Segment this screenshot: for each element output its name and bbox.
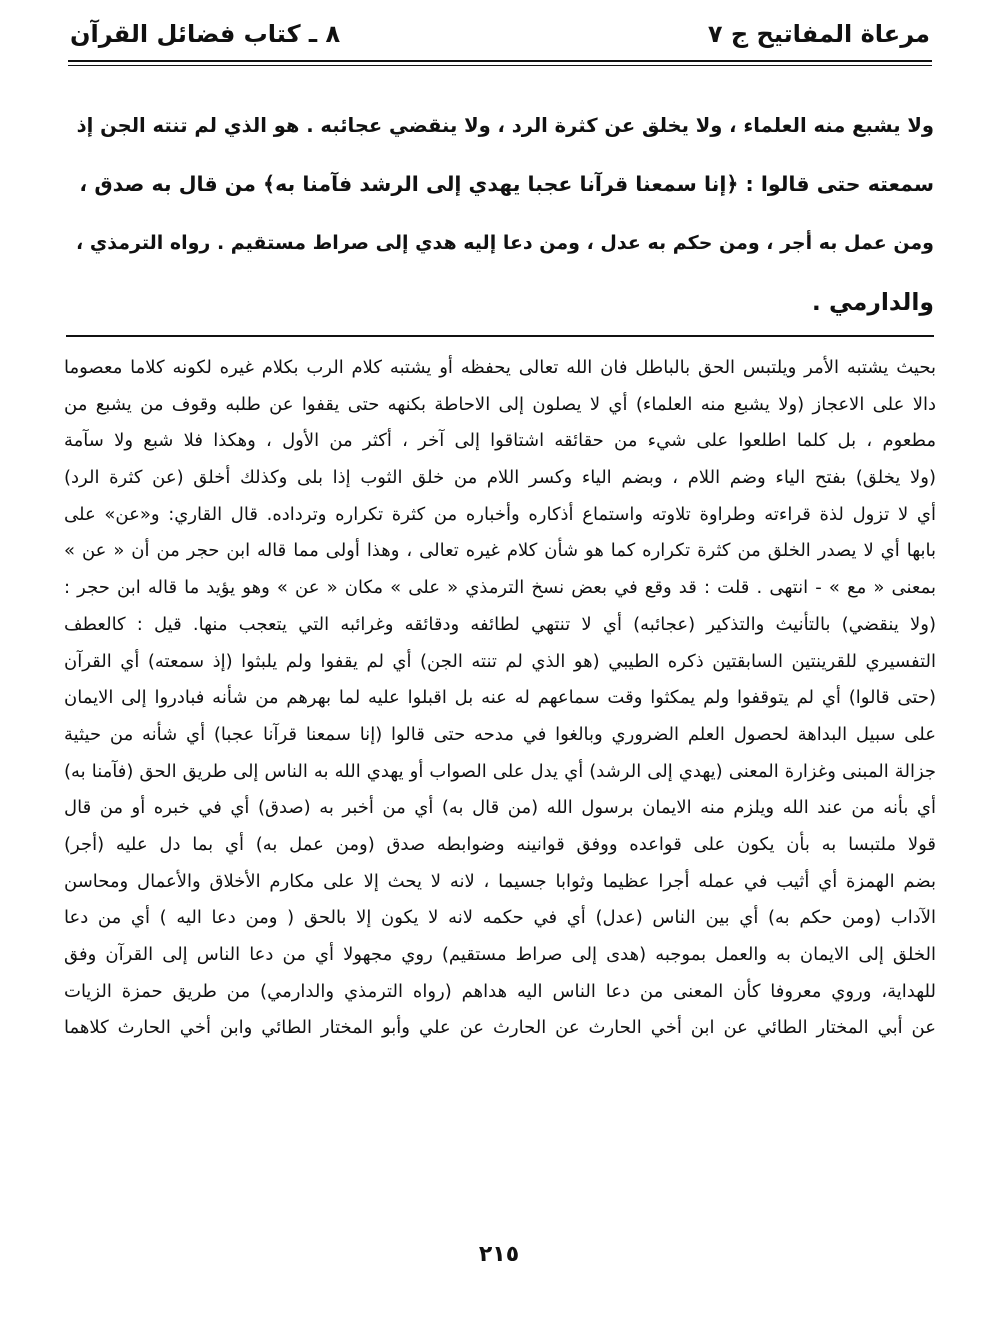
commentary-line: بابها أي لا يصدر الخلق من كثرة تكراره كما هو شأن كلام غيره تعالى ، وهذا أولى مما قاله ابن حجر من أن « عن » [64, 540, 936, 562]
commentary-line: دالا على الاعجاز (ولا يشبع منه العلماء) أي لا يصلون إلى الاحاطة بكنهه حتى يقفوا عن طلبه وقوف من يشبع من [64, 393, 936, 415]
hadith-line: ومن عمل به أجر ، ومن حكم به عدل ، ومن دعا إليه هدي إلى صراط مستقيم . رواه الترمذي ، [76, 232, 934, 254]
commentary-line: بحيث يشتبه الأمر ويلتبس الحق بالباطل فان الله تعالى يحفظه أو يشتبه كلام الرب بكلام غيره لكونه كلاما معصوما [64, 357, 936, 378]
commentary-line: بمعنى « مع » - انتهى . قلت : قد وقع في بعض نسخ الترمذي « على » مكان « عن » وهو يؤيد ما قاله ابن حجر : [64, 577, 936, 599]
hadith-line: ولا يشبع منه العلماء ، ولا يخلق عن كثرة الرد ، ولا ينقضي عجائبه . هو الذي لم تنته الجن إذ [76, 114, 934, 137]
commentary-line: التفسيري للقرينتين السابقتين ذكره الطيبي (هو الذي لم تنته الجن) أي لم يقفوا ولم يلبثوا (إذ سمعته) أي القرآن [64, 650, 936, 672]
commentary-line: عن أبي المختار الطائي عن ابن أخي الحارث عن الحارث عن علي وأبو المختار الطائي وابن أخي الحارث كلاهما [64, 1017, 936, 1039]
commentary-line: مطعوم ، بل كلما اطلعوا على شيء من حقائقه اشتاقوا إلى آخر ، أكثر من الأول ، وهكذا فلا شبع ولا سآمة [64, 430, 936, 452]
commentary-line: أي لا تزول لذة قراءته وطراوة تلاوته واستماع أذكاره وأخباره من كثرة تكراره وترداده. قال القاري: و«عن» على [64, 503, 936, 525]
commentary-line: الخلق إلى الايمان به والعمل بموجبه (هدى إلى صراط مستقيم) روي مجهولا أي من دعا الناس إلى القرآن وفق [64, 944, 936, 965]
header-rule-thin [68, 65, 932, 66]
commentary-line: (حتى قالوا) أي لم يتوقفوا ولم يمكثوا وقت سماعهم له عنه بل اقبلوا عليه لما بهرهم من شأنه فبادروا إلى الايمان [64, 687, 936, 709]
commentary-line: على سبيل البداهة لحصول العلم الضروري وبالغوا في مدحه حتى قالوا (إنا سمعنا قرآنا عجبا) أي شأنه من حيثية [64, 723, 936, 745]
commentary-line: بضم الهمزة أي أثيب في عمله أجرا عظيما وثوابا جسيما ، لانه لا يحث إلا على مكارم الأخلاق والأعمال ومحاسن [64, 870, 936, 892]
hadith-line: سمعته حتى قالوا : ﴿إنا سمعنا قرآنا عجبا يهدي إلى الرشد فآمنا به﴾ من قال به صدق ، [79, 172, 934, 196]
commentary-line: الآداب (ومن حكم به) أي بين الناس (عدل) أي في حكمه لانه لا يكون إلا بالحق ( ومن دعا اليه ) أي من دعا [64, 907, 936, 929]
running-header [70, 18, 930, 58]
book-title: مرعاة المفاتيح ج ٧ [707, 20, 930, 48]
commentary-line: جزالة المبنى وغزارة المعنى (يهدي إلى الرشد) أي يدل على الصواب أو يهدي الله به الناس إلى طريق الحق (فآمنا به) [64, 760, 936, 782]
hadith-text [66, 96, 934, 332]
section-divider [66, 335, 934, 337]
commentary-line: (ولا ينقضي) بالتأنيث والتذكير (عجائبه) أي لا تنتهي لطائفه ودقائقه وغرائبه التي يتعجب منها. قيل : كالعطف [64, 613, 936, 635]
commentary-line: أي بأنه من عند الله ويلزم منه الايمان برسول الله (من قال به) أي من أخبر به (صدق) أي في خبره أو من قال [64, 797, 936, 819]
commentary-line: (ولا يخلق) بفتح الياء وضم اللام ، وبضم الياء وكسر اللام من خلق الثوب إذا بلى وكذلك أخلق (عن كثرة الرد) [64, 467, 936, 489]
commentary-line: للهداية، وروي معروفا كأن المعنى من دعا الناس اليه هداهم (رواه الترمذي والدارمي) من طريق حمزة الزيات [64, 980, 936, 1002]
commentary-text [64, 350, 936, 1047]
page-number: ٢١٥ [478, 1242, 520, 1267]
chapter-title: ٨ ـ كتاب فضائل القرآن [70, 20, 341, 48]
header-rule [68, 60, 932, 62]
hadith-line: والدارمي . [811, 288, 934, 316]
commentary-line: قولا ملتبسا به بأن يكون على قواعده ووفق قوانينه وضوابطه صدق (ومن عمل به) أي بما دل عليه (أجر) [64, 833, 936, 855]
